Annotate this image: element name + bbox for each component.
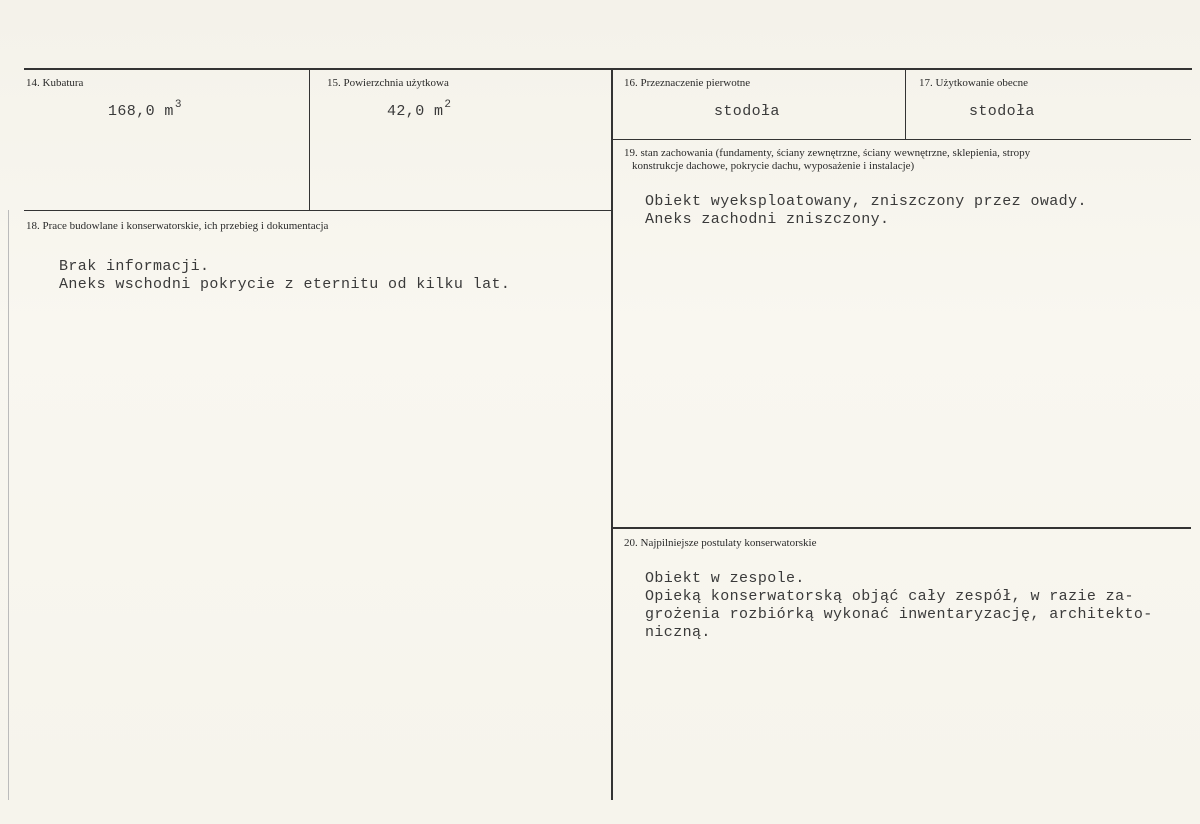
left-margin-rule (8, 210, 9, 800)
field-17-label: 17. Użytkowanie obecne (919, 77, 1029, 89)
field-19-line-1: Obiekt wyeksploatowany, zniszczony przez owady. (645, 193, 1087, 210)
field-20-line-1: Obiekt w zespole. (645, 570, 805, 587)
field-16-label: 16. Przeznaczenie pierwotne (624, 77, 751, 89)
vertical-rule-16-17 (905, 70, 906, 140)
field-14-label: 14. Kubatura (26, 77, 84, 89)
vertical-rule-14-15 (309, 70, 310, 210)
field-14-unit-exponent: 3 (174, 99, 182, 111)
field-20-line-4: niczną. (645, 624, 711, 641)
field-19-label-line-2: konstrukcje dachowe, pokrycie dachu, wyposażenie i instalacje) (632, 160, 915, 172)
field-14-value (108, 99, 182, 122)
field-20-line-3: grożenia rozbiórką wykonać inwentaryzację, architekto- (645, 606, 1153, 623)
field-18-line-2: Aneks wschodni pokrycie z eternitu od kilku lat. (59, 276, 511, 293)
top-rule (24, 68, 1192, 70)
field-15-unit-exponent: 2 (444, 99, 452, 111)
rule-above-18 (24, 210, 611, 211)
vertical-rule-center (611, 70, 613, 800)
field-20-line-2: Opieką konserwatorską objąć cały zespół, w razie za- (645, 588, 1134, 605)
field-16-value: stodoła (714, 103, 780, 120)
rule-above-19 (613, 139, 1191, 140)
field-19-label-line-1: 19. stan zachowania (fundamenty, ściany zewnętrzne, ściany wewnętrzne, sklepienia, stropy (624, 147, 1031, 159)
field-15-value (387, 99, 452, 122)
rule-above-20 (613, 527, 1191, 529)
field-17-value: stodoła (969, 103, 1035, 120)
field-15-label: 15. Powierzchnia użytkowa (327, 77, 449, 89)
field-15-number: 42,0 m (387, 103, 444, 120)
field-19-line-2: Aneks zachodni zniszczony. (645, 211, 890, 228)
field-14-number: 168,0 m (108, 103, 174, 120)
field-18-line-1: Brak informacji. (59, 258, 210, 275)
field-18-label: 18. Prace budowlane i konserwatorskie, ich przebieg i dokumentacja (26, 220, 329, 232)
field-20-label: 20. Najpilniejsze postulaty konserwatorskie (624, 537, 817, 549)
